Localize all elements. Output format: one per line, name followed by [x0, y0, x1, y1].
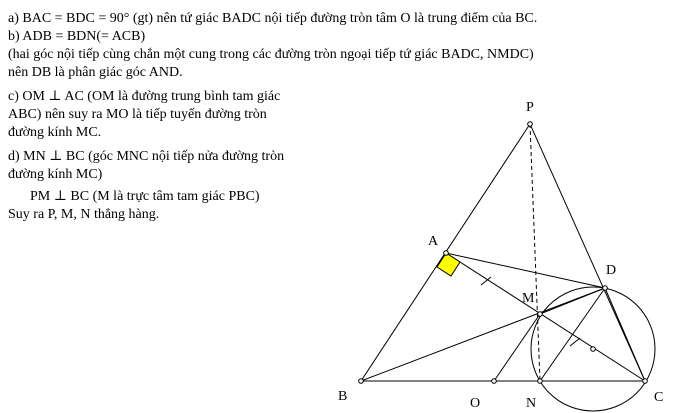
point-m [538, 312, 543, 317]
segment-md [540, 288, 605, 314]
segment-ad [446, 253, 605, 288]
segment-bd [361, 288, 605, 381]
label-d: D [606, 263, 617, 278]
point-p [528, 122, 533, 127]
segment-dc [605, 288, 645, 381]
point-c [643, 379, 648, 384]
solution-line-c-2: ABC) nên suy ra MO là tiếp tuyến đường tròn [8, 107, 267, 122]
point-circle-center [591, 347, 596, 352]
right-angle-marker [437, 253, 460, 276]
label-n: N [526, 396, 537, 411]
point-d [603, 286, 608, 291]
label-b: B [338, 389, 348, 404]
solution-line-c-1: c) OM ⊥ AC (OM là đường trung bình tam giác [8, 89, 281, 104]
solution-line-d-1: d) MN ⊥ BC (góc MNC nội tiếp nửa đường tròn [8, 149, 285, 164]
segment-om [494, 314, 540, 381]
point-b [359, 379, 364, 384]
solution-line-a: a) BAC = BDC = 90° (gt) nên tứ giác BADC nội tiếp đường tròn tâm O là trung điểm của BC. [8, 11, 538, 26]
point-o [492, 379, 497, 384]
solution-line-b-conclusion: nên DB là phân giác góc AND. [8, 65, 183, 80]
solution-line-d-4: Suy ra P, M, N thẳng hàng. [8, 207, 160, 222]
point-a [444, 251, 449, 256]
solution-line-b: b) ADB = BDN(= ACB) [8, 29, 146, 44]
segment-nd [540, 288, 605, 381]
label-a: A [428, 234, 439, 249]
solution-line-d-2: đường kính MC) [8, 167, 103, 182]
label-o: O [470, 396, 481, 411]
point-n [538, 379, 543, 384]
solution-line-d-3: PM ⊥ BC (M là trực tâm tam giác PBC) [30, 189, 260, 204]
solution-line-c-3: đường kính MC. [8, 125, 102, 140]
label-p: P [526, 100, 534, 115]
segment-pc [530, 124, 645, 381]
solution-line-b-note: (hai góc nội tiếp cùng chắn một cung trong các đường tròn ngoại tiếp tứ giác BADC, NMDC) [8, 47, 534, 62]
tick-mc [570, 338, 580, 346]
label-m: M [522, 291, 535, 306]
label-c: C [654, 390, 664, 405]
